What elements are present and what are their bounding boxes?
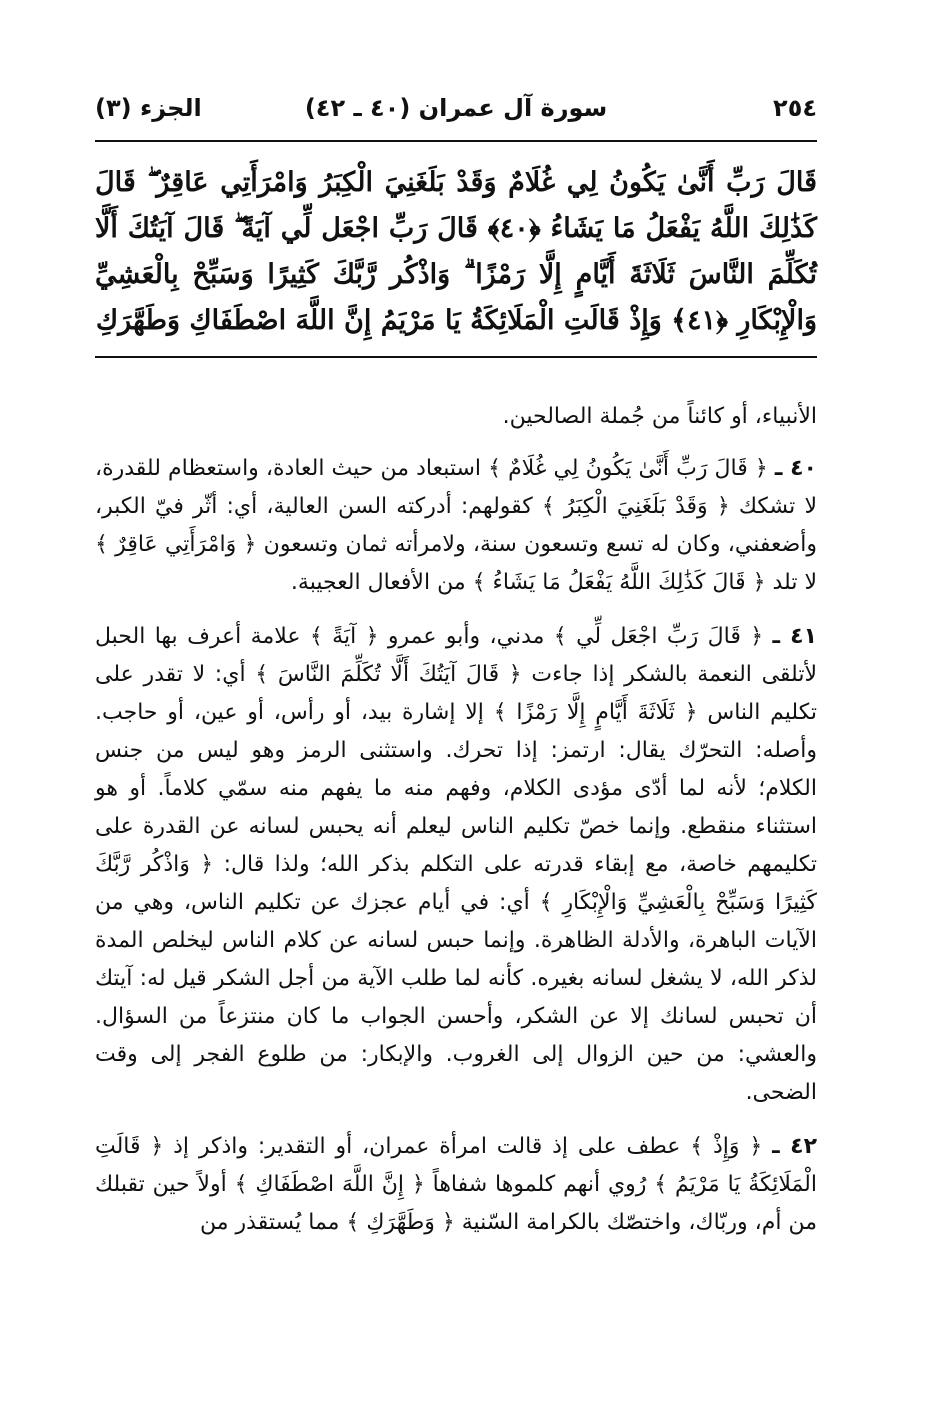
juz-label: الجزء (٣): [95, 94, 202, 122]
page-header: [95, 94, 817, 134]
verses-divider: [95, 356, 817, 358]
verse-number: ٤٢ ـ: [772, 1134, 817, 1159]
commentary-intro: الأنبياء، أو كائناً من جُملة الصالحين.: [502, 404, 817, 429]
commentary-text: ﴿ قَالَ رَبِّ أَنَّىٰ يَكُونُ لِي غُلَامٌ ﴾ استبعاد من حيث العادة، واستعظام للقدرة، لا تشكك ﴿ وَقَدْ بَلَغَنِيَ الْكِبَرُ ﴾ كقولهم: أدركته السن العالية، أي: أثّر فيّ الكبر، وأضعفني، وكان له تسع وتسعون سنة، ولامرأته ثمان وتسعون ﴿ وَامْرَأَتِي عَاقِرٌ ﴾ لا تلد ﴿ قَالَ كَذَٰلِكَ اللَّهُ يَفْعَلُ مَا يَشَاءُ ﴾ من الأفعال العجيبة.: [95, 456, 817, 595]
surah-title: سورة آل عمران (٤٠ ـ ٤٢): [304, 94, 608, 122]
verse-number: ٤١ ـ: [772, 624, 817, 649]
page-number: ٢٥٤: [773, 94, 817, 122]
commentary-paragraph-41: [95, 618, 817, 1112]
verse-number: ٤٠ ـ: [774, 456, 817, 481]
commentary-paragraph-40: [95, 450, 817, 602]
commentary-text: ﴿ قَالَ رَبِّ اجْعَل لِّي ﴾ مدني، وأبو عمرو ﴿ آيَةً ﴾ علامة أعرف بها الحبل لأتلقى النعمة بالشكر إذا جاءت ﴿ قَالَ آيَتُكَ أَلَّا تُكَلِّمَ النَّاسَ ﴾ أي: لا تقدر على تكليم الناس ﴿ ثَلَاثَةَ أَيَّامٍ إِلَّا رَمْزًا ﴾ إلا إشارة بيد، أو رأس، أو عين، أو حاجب. وأصله: التحرّك يقال: ارتمز: إذا تحرك. واستثنى الرمز وهو ليس من جنس الكلام؛ لأنه لما أدّى مؤدى الكلام، وفهم منه ما يفهم منه سمّي كلاماً. أو هو استثناء منقطع. وإنما خصّ تكليم الناس ليعلم أنه يحبس لسانه عن القدرة على تكليمهم خاصة، مع إبقاء قدرته على التكلم بذكر الله؛ ولذا قال: ﴿ وَاذْكُر رَّبَّكَ كَثِيرًا وَسَبِّحْ بِالْعَشِيِّ وَالْإِبْكَارِ ﴾ أي: في أيام عجزك عن تكليم الناس، وهي من الآيات الباهرة، والأدلة الظاهرة. وإنما حبس لسانه عن كلام الناس ليخلص المدة لذكر الله، لا يشغل لسانه بغيره. كأنه لما طلب الآية من أجل الشكر قيل له: آيتك أن تحبس لسانك إلا عن الشكر، وأحسن الجواب ما كان منتزعاً من السؤال. والعشي: من حين الزوال إلى الغروب. والإبكار: من طلوع الفجر إلى وقت الضحى.: [95, 624, 817, 1105]
commentary-paragraph-42: [95, 1128, 817, 1242]
quran-verses: قَالَ رَبِّ أَنَّىٰ يَكُونُ لِي غُلَامٌ وَقَدْ بَلَغَنِيَ الْكِبَرُ وَامْرَأَتِي عَاقِرٌ ۖ قَالَ كَذَٰلِكَ اللَّهُ يَفْعَلُ مَا يَشَاءُ ﴿٤٠﴾ قَالَ رَبِّ اجْعَل لِّي آيَةً ۖ قَالَ آيَتُكَ أَلَّا تُكَلِّمَ النَّاسَ ثَلَاثَةَ أَيَّامٍ إِلَّا رَمْزًا ۗ وَاذْكُر رَّبَّكَ كَثِيرًا وَسَبِّحْ بِالْعَشِيِّ وَالْإِبْكَارِ ﴿٤١﴾ وَإِذْ قَالَتِ الْمَلَائِكَةُ يَا مَرْيَمُ إِنَّ اللَّهَ اصْطَفَاكِ وَطَهَّرَكِ: [95, 167, 817, 336]
commentary: [95, 398, 817, 1258]
commentary-text: ﴿ وَإِذْ ﴾ عطف على إذ قالت امرأة عمران، أو التقدير: واذكر إذ ﴿ قَالَتِ الْمَلَائِكَةُ يَا مَرْيَمُ ﴾ رُوي أنهم كلموها شفاهاً ﴿ إِنَّ اللَّهَ اصْطَفَاكِ ﴾ أولاً حين تقبلك من أم، وربّاك، واختصّك بالكرامة السّنية ﴿ وَطَهَّرَكِ ﴾ مما يُستقذر من: [95, 1134, 817, 1235]
header-divider: [95, 140, 817, 142]
